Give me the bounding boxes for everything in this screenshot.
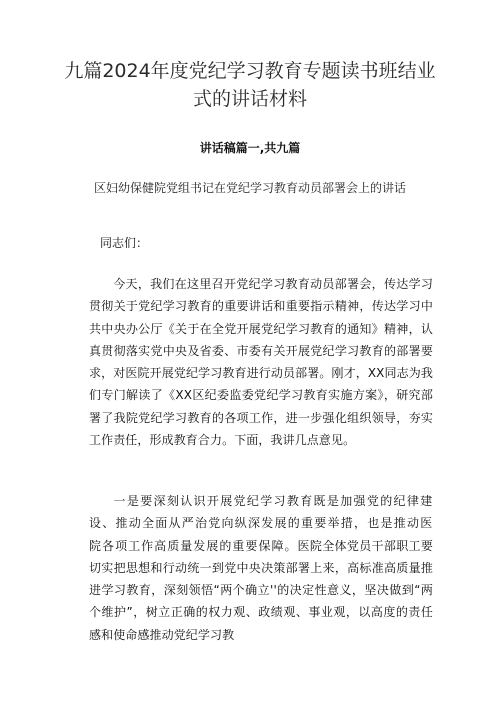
- paragraph-2-lead: 一是要深刻认识开展党纪学习教育既是加强党的纪律建设、推动全面从严治党向纵深发展的重要举措，也是推动医院各项工作高质量发展的重要保障。: [89, 494, 433, 553]
- document-title: 九篇2024年度党纪学习教育专题读书班结业式的讲话材料: [64, 60, 436, 110]
- paragraph-2: [89, 490, 433, 646]
- paragraph-2-text: 医院全体党员干部职工要切实把思想和行动统一到党中央决策部署上来，高标准高质量推进学习教育，深刻领悟“两个确立''的决定性意义，坚决做到“两个维护”，树立正确的权力观、政绩观、事业观，以高度的责任感和使命感推动党纪学习教: [89, 538, 433, 642]
- salutation: 同志们：: [100, 236, 149, 250]
- paragraph-1: [89, 273, 433, 451]
- paragraph-1-text: 今天，我们在这里召开党纪学习教育动员部署会，传达学习贯彻关于党纪学习教育的重要讲话和重要指示精神，传达学习中共中央办公厅《关于在全党开展党纪学习教育的通知》精神，认真贯彻落实党中央及省委、市委有关开展党纪学习教育的部署要求，对医院开展党纪学习教育进行动员部署。刚才，XX同志为我们专门解读了《XX区纪委监委党纪学习教育实施方案》，研究部署了我院党纪学习教育的各项工作，进一步强化组织领导，夯实工作责任，形成教育合力。下面，我讲几点意见。: [89, 277, 433, 448]
- section-heading: 讲话稿篇一,共九篇: [199, 141, 301, 155]
- speech-subtitle: 区妇幼保健院党组书记在党纪学习教育动员部署会上的讲话: [93, 181, 406, 195]
